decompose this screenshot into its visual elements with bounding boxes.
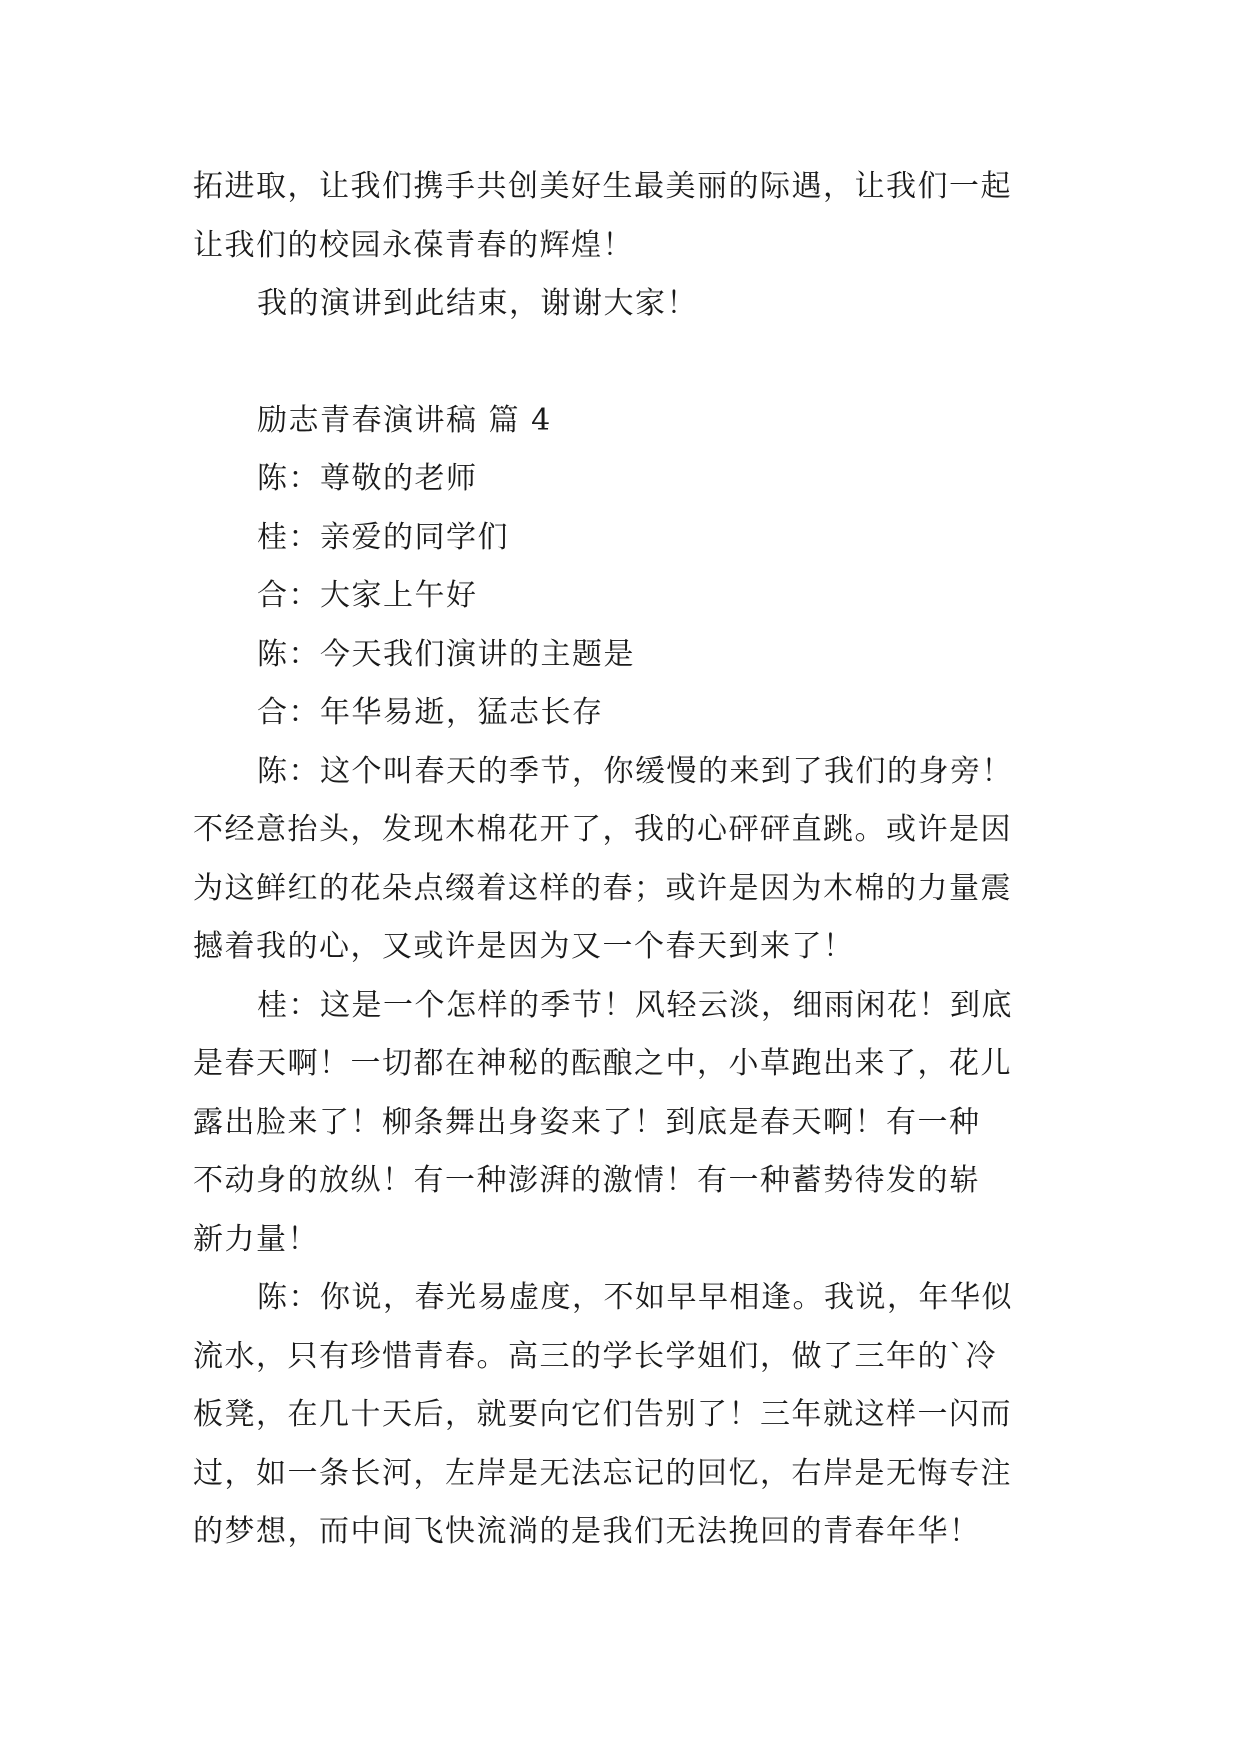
dialogue-line: 陈：尊敬的老师 — [257, 461, 478, 496]
paragraph-line: 板凳，在几十天后，就要向它们告别了！三年就这样一闪而 — [193, 1397, 1012, 1432]
paragraph-line: 不动身的放纵！有一种澎湃的激情！有一种蓄势待发的崭 — [193, 1163, 981, 1198]
paragraph-line: 的梦想，而中间飞快流淌的是我们无法挽回的青春年华！ — [193, 1514, 981, 1549]
paragraph-line: 流水，只有珍惜青春。高三的学长学姐们，做了三年的`冷 — [193, 1338, 997, 1374]
paragraph-line: 让我们的校园永葆青春的辉煌！ — [193, 227, 634, 263]
paragraph-line: 桂：这是一个怎样的季节！风轻云淡，细雨闲花！到底 — [257, 987, 1013, 1023]
paragraph-line: 新力量！ — [193, 1221, 319, 1257]
paragraph-line: 陈：这个叫春天的季节，你缓慢的来到了我们的身旁！ — [257, 753, 1013, 789]
section-spacer — [193, 334, 1051, 392]
dialogue-line: 桂：亲爱的同学们 — [257, 519, 509, 555]
paragraph-line: 露出脸来了！柳条舞出身姿来了！到底是春天啊！有一种 — [193, 1104, 981, 1140]
section-heading: 励志青春演讲稿 篇 4 — [257, 402, 552, 438]
paragraph-line: 过，如一条长河，左岸是无法忘记的回忆，右岸是无悔专注 — [193, 1455, 1012, 1491]
paragraph-line: 是春天啊！一切都在神秘的酝酿之中，小草跑出来了，花儿 — [193, 1046, 1012, 1081]
paragraph-line: 拓进取，让我们携手共创美好生最美丽的际遇，让我们一起 — [193, 169, 1012, 204]
dialogue-line: 合：年华易逝，猛志长存 — [257, 695, 604, 730]
paragraph-line: 为这鲜红的花朵点缀着这样的春；或许是因为木棉的力量震 — [193, 870, 1012, 906]
paragraph-line: 撼着我的心，又或许是因为又一个春天到来了！ — [193, 929, 855, 964]
closing-line: 我的演讲到此结束，谢谢大家！ — [257, 286, 698, 321]
dialogue-line: 陈：今天我们演讲的主题是 — [257, 636, 635, 672]
dialogue-line: 合：大家上午好 — [257, 578, 478, 613]
paragraph-line: 不经意抬头，发现木棉花开了，我的心砰砰直跳。或许是因 — [193, 812, 1012, 847]
document-body — [193, 158, 1051, 1562]
paragraph-line: 陈：你说，春光易虚度，不如早早相逢。我说，年华似 — [257, 1280, 1013, 1315]
